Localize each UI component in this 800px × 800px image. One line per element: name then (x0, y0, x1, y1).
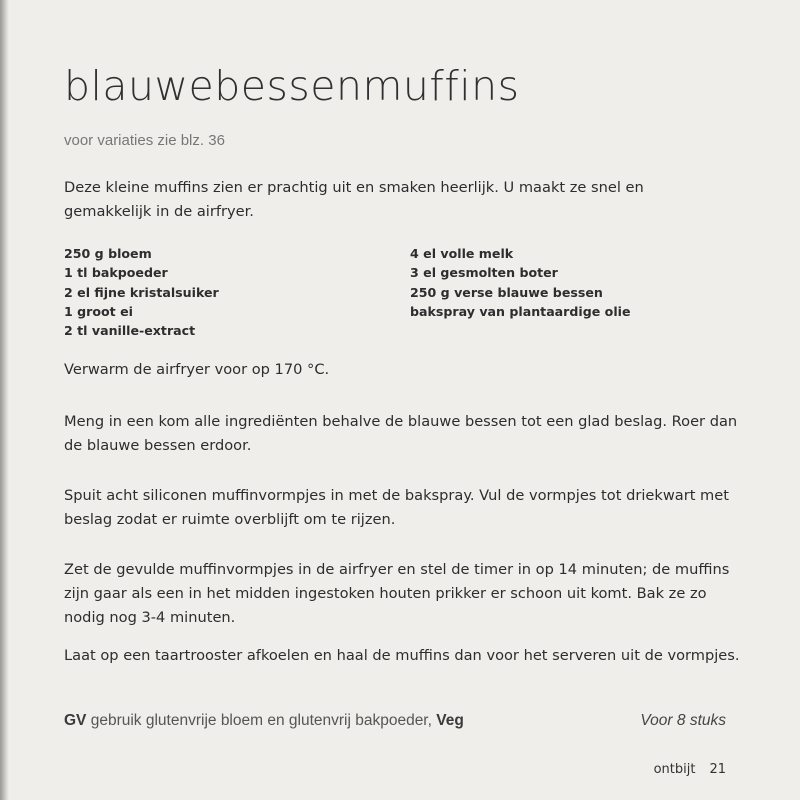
recipe-title: blauwebessenmuffins (64, 62, 520, 110)
step-line: Meng in een kom alle ingrediënten behalve de blauwe bessen tot een glad beslag. Roer dan (64, 413, 738, 430)
ingredients-left (64, 244, 219, 340)
intro-paragraph (64, 176, 744, 224)
step-4 (64, 558, 744, 630)
ingredient: 250 g verse blauwe bessen (410, 284, 603, 300)
step-line: Spuit acht siliconen muffinvormpjes in met de bakspray. Vul de vormpjes tot driekwart met (64, 487, 729, 504)
ingredient: 250 g bloem (64, 246, 152, 261)
gv-text: gebruik glutenvrije bloem en glutenvrij bakpoeder, (86, 712, 437, 729)
step-1 (64, 358, 744, 382)
ingredient: 2 tl vanille-extract (64, 323, 196, 339)
step-line: Zet de gevulde muffinvormpjes in de airfryer en stel de timer in op 14 minuten; de muffins (64, 561, 730, 578)
ingredient: 1 groot ei (64, 303, 133, 319)
veg-label: Veg (436, 712, 464, 729)
step-line: Laat op een taartrooster afkoelen en haal de muffins dan voor het serveren uit de vormpjes. (64, 647, 740, 664)
step-line: nodig nog 3-4 minuten. (64, 609, 236, 626)
step-line: de blauwe bessen erdoor. (64, 437, 252, 454)
gv-label: GV (64, 712, 87, 729)
step-5 (64, 644, 744, 668)
page-footer (654, 762, 726, 777)
step-3 (64, 484, 744, 532)
intro-line: Deze kleine muffins zien er prachtig uit en smaken heerlijk. U maakt ze snel en (64, 179, 644, 196)
section-name: ontbijt (653, 762, 696, 777)
ingredient: 1 tl bakpoeder (64, 265, 168, 281)
page-binding-edge (0, 0, 9, 800)
ingredient: 2 el fijne kristalsuiker (64, 284, 219, 300)
step-line: zijn gaar als een in het midden ingestoken houten prikker er schoon uit komt. Bak ze zo (64, 585, 707, 602)
ingredient: 3 el gesmolten boter (410, 265, 558, 281)
step-line: beslag zodat er ruimte overblijft om te rijzen. (64, 511, 396, 528)
ingredients-right (410, 244, 631, 321)
step-line: Verwarm de airfryer voor op 170 °C. (64, 361, 330, 378)
page-number: 21 (709, 762, 726, 777)
step-2 (64, 410, 744, 458)
ingredient: 4 el volle melk (410, 246, 514, 261)
recipe-footer (64, 712, 726, 730)
intro-line: gemakkelijk in de airfryer. (64, 203, 254, 220)
dietary-note (64, 712, 464, 730)
servings: Voor 8 stuks (640, 712, 726, 729)
ingredient: bakspray van plantaardige olie (410, 303, 631, 319)
variations-note: voor variaties zie blz. 36 (64, 132, 225, 149)
